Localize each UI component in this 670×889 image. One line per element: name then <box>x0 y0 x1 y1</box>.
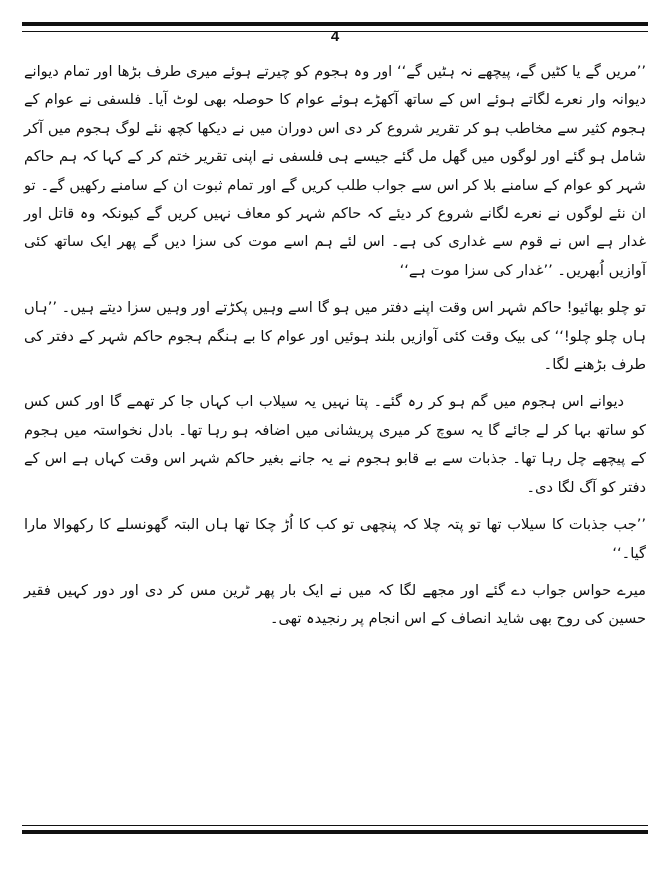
article-body <box>24 58 646 643</box>
bottom-rule-thick <box>22 830 648 834</box>
paragraph-2: تو چلو بھائیو! حاکم شہر اس وقت اپنے دفتر میں ہو گا اسے وہیں پکڑتے اور وہیں سزا دیتے ہیں۔ ’’ہاں ہاں چلو چلو!‘‘ کی بیک وقت کئی آوازیں بلند ہوئیں اور عوام کا بے ہنگم ہجوم حاکم شہر کے دفتر کی طرف بڑھنے لگا۔ <box>24 299 646 374</box>
bottom-rule-thin <box>22 825 648 826</box>
paragraph-1: ’’مریں گے یا کٹیں گے، پیچھے نہ ہٹیں گے‘‘ اور وہ ہجوم کو چیرتے ہوئے میری طرف بڑھا اور تمام دیوانے دیوانہ وار نعرے لگاتے ہوئے اس کے ساتھ آکھڑے ہوئے عوام کا حوصلہ بھی لوٹ آیا۔ فلسفی نے عوام کے ہجوم کثیر سے مخاطب ہو کر تقریر شروع کر دی اس دوران میں نے دیکھا کچھ نئے لوگ ہجوم میں آکر شامل ہو گئے اور لوگوں میں گھل مل گئے جیسے ہی فلسفی نے اپنی تقریر ختم کر کے کہا کہ ہم حاکم شہر کو عوام کے سامنے بلا کر اس سے جواب طلب کریں گے اور تمام ثبوت ان کے سامنے رکھیں گے۔ تو ان نئے لوگوں نے نعرے لگانے شروع کر دیئے کہ حاکم شہر کو معاف نہیں کریں گے کیونکہ وہ قاتل اور غدار ہے اس نے قوم سے غداری کی ہے۔ اس لئے ہم اسے موت کی سزا دیں گے پھر ایک ساتھ کئی آوازیں اُبھریں۔ ’’غدار کی سزا موت ہے‘‘ <box>24 63 646 279</box>
paragraph-5: میرے حواس جواب دے گئے اور مجھے لگا کہ میں نے ایک بار پھر ٹرین مس کر دی اور دور کہیں فقیر حسین کی روح بھی شاید انصاف کے اس انجام پر رنجیدہ تھی۔ <box>24 581 646 628</box>
paragraph-3: دیوانے اس ہجوم میں گم ہو کر رہ گئے۔ پتا نہیں یہ سیلاب اب کہاں جا کر تھمے گا اور کس کس کو ساتھ بہا کر لے جائے گا یہ سوچ کر میری پریشانی میں اضافہ ہو رہا تھا۔ بادل نخواستہ میں ہجوم کے پیچھے چل رہا تھا۔ جذبات سے بے قابو ہجوم نے یہ جانے بغیر حاکم شہر اس وقت کہاں ہے اس کے دفتر کو آگ لگا دی۔ <box>24 393 646 496</box>
page-number: 4 <box>330 28 340 45</box>
paragraph-4: ’’جب جذبات کا سیلاب تھا تو پتہ چلا کہ پنچھی تو کب کا اُڑ چکا تھا ہاں البتہ گھونسلے کا رکھوالا مارا گیا۔‘‘ <box>24 516 646 562</box>
top-rule-thick <box>22 22 648 26</box>
